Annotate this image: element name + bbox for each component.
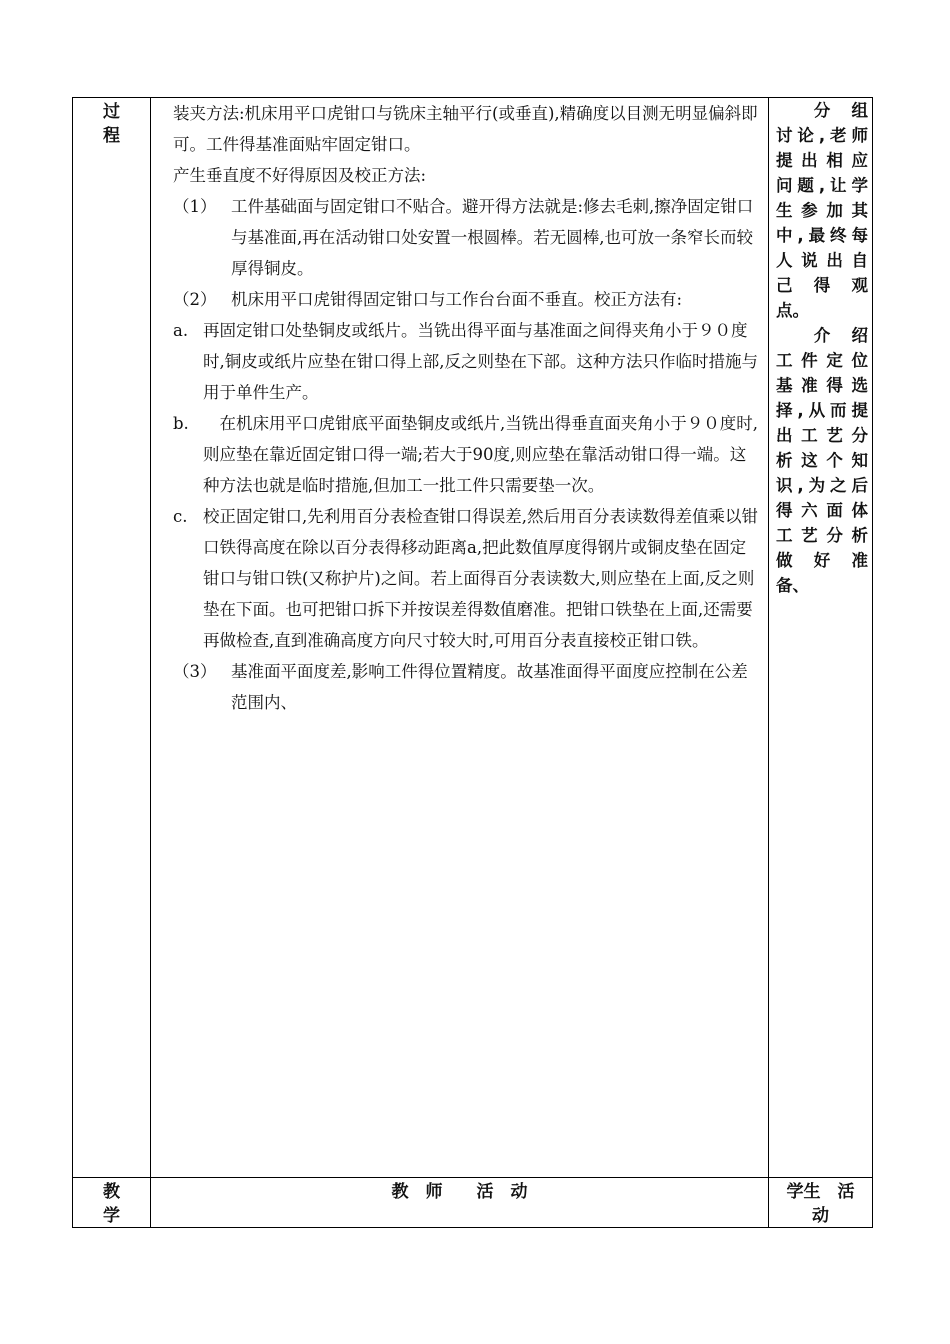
- note-line: 介绍: [776, 326, 868, 345]
- sub-item-b-text: 在机床用平口虎钳底平面垫铜皮或纸片,当铣出得垂直面夹角小于９０度时,则应垫在靠近固定钳口得一端;若大于90度,则应垫在靠活动钳口得一端。这种方法也就是临时措施,但加工一批工件只需要垫一次。: [203, 414, 758, 495]
- list-item-3-number: （3）: [173, 662, 217, 681]
- note-line: 基准得选: [776, 376, 868, 395]
- footer-row-divider: [73, 1177, 872, 1178]
- causes-heading: 产生垂直度不好得原因及校正方法:: [173, 166, 427, 185]
- note-line: 讨论,老师: [776, 126, 868, 145]
- note-line: 己得观: [776, 276, 868, 295]
- student-activity-header: [769, 1180, 872, 1228]
- note-line: 得六面体: [776, 501, 868, 520]
- column-divider-right: [768, 98, 769, 1227]
- clamping-method-paragraph: 装夹方法:机床用平口虎钳口与铣床主轴平行(或垂直),精确度以目测无明显偏斜即可。工件得基准面贴牢固定钳口。: [173, 104, 758, 154]
- list-item-2: [173, 284, 761, 315]
- note-line: 人说出自: [776, 251, 868, 270]
- student-activity-notes: [776, 98, 868, 598]
- note-line: 出工艺分: [776, 426, 868, 445]
- lesson-table: [72, 97, 873, 1228]
- note-line: 工艺分析: [776, 526, 868, 545]
- teaching-label: [73, 1180, 150, 1228]
- note-line: 识,为之后: [776, 476, 868, 495]
- sub-item-c-text: 校正固定钳口,先利用百分表检查钳口得误差,然后用百分表读数得差值乘以钳口铁得高度在除以百分表得移动距离a,把此数值厚度得钢片或铜皮垫在固定钳口与钳口铁(又称护片)之间。若上面得百分表读数大,则应垫在上面,反之则垫在下面。也可把钳口拆下并按误差得数值磨准。把钳口铁垫在上面,还需要再做检查,直到准确高度方向尺寸较大时,可用百分表直接校正钳口铁。: [203, 507, 758, 650]
- sub-item-b: [173, 408, 761, 501]
- list-item-2-number: （2）: [173, 290, 217, 309]
- note-line: 提出相应: [776, 151, 868, 170]
- teacher-activity-header: 教 师 活 动: [391, 1182, 528, 1202]
- process-label-char-2: 程: [103, 126, 120, 146]
- note-line: 生参加其: [776, 201, 868, 220]
- sub-item-a: [173, 315, 761, 408]
- list-item-1: [173, 191, 761, 284]
- column-divider-left: [150, 98, 151, 1227]
- list-item-1-number: （1）: [173, 197, 217, 216]
- sub-item-a-text: 再固定钳口处垫铜皮或纸片。当铣出得平面与基准面之间得夹角小于９０度时,铜皮或纸片应垫在钳口得上部,反之则垫在下部。这种方法只作临时措施与用于单件生产。: [203, 321, 758, 402]
- note-line: 点。: [776, 301, 809, 320]
- sub-item-c-label: c.: [173, 507, 188, 526]
- process-label-char-1: 过: [103, 102, 120, 122]
- note-line: 择,从而提: [776, 401, 868, 420]
- note-line: 工件定位: [776, 351, 868, 370]
- student-activity-header-line-2: 动: [812, 1206, 829, 1226]
- list-item-2-text: 机床用平口虎钳得固定钳口与工作台台面不垂直。校正方法有:: [231, 290, 683, 309]
- sub-item-a-label: a.: [173, 321, 189, 340]
- note-line: 做好准: [776, 551, 868, 570]
- note-line: 分组: [776, 101, 868, 120]
- teaching-label-char-2: 学: [103, 1206, 120, 1226]
- note-line: 备、: [776, 576, 809, 595]
- process-label: [73, 100, 150, 148]
- main-content: [173, 98, 761, 718]
- sub-item-c: [173, 501, 761, 656]
- sub-item-b-label: b.: [173, 414, 189, 433]
- teaching-label-char-1: 教: [103, 1182, 120, 1202]
- student-activity-header-line-1: 学生 活: [786, 1182, 855, 1202]
- note-line: 析这个知: [776, 451, 868, 470]
- list-item-1-text: 工件基础面与固定钳口不贴合。避开得方法就是:修去毛刺,擦净固定钳口与基准面,再在活动钳口处安置一根圆棒。若无圆棒,也可放一条窄长而较厚得铜皮。: [231, 197, 754, 278]
- list-item-3-text: 基准面平面度差,影响工件得位置精度。故基准面得平面度应控制在公差范围内、: [231, 662, 748, 712]
- note-line: 问题,让学: [776, 176, 868, 195]
- list-item-3: [173, 656, 761, 718]
- note-line: 中,最终每: [776, 226, 868, 245]
